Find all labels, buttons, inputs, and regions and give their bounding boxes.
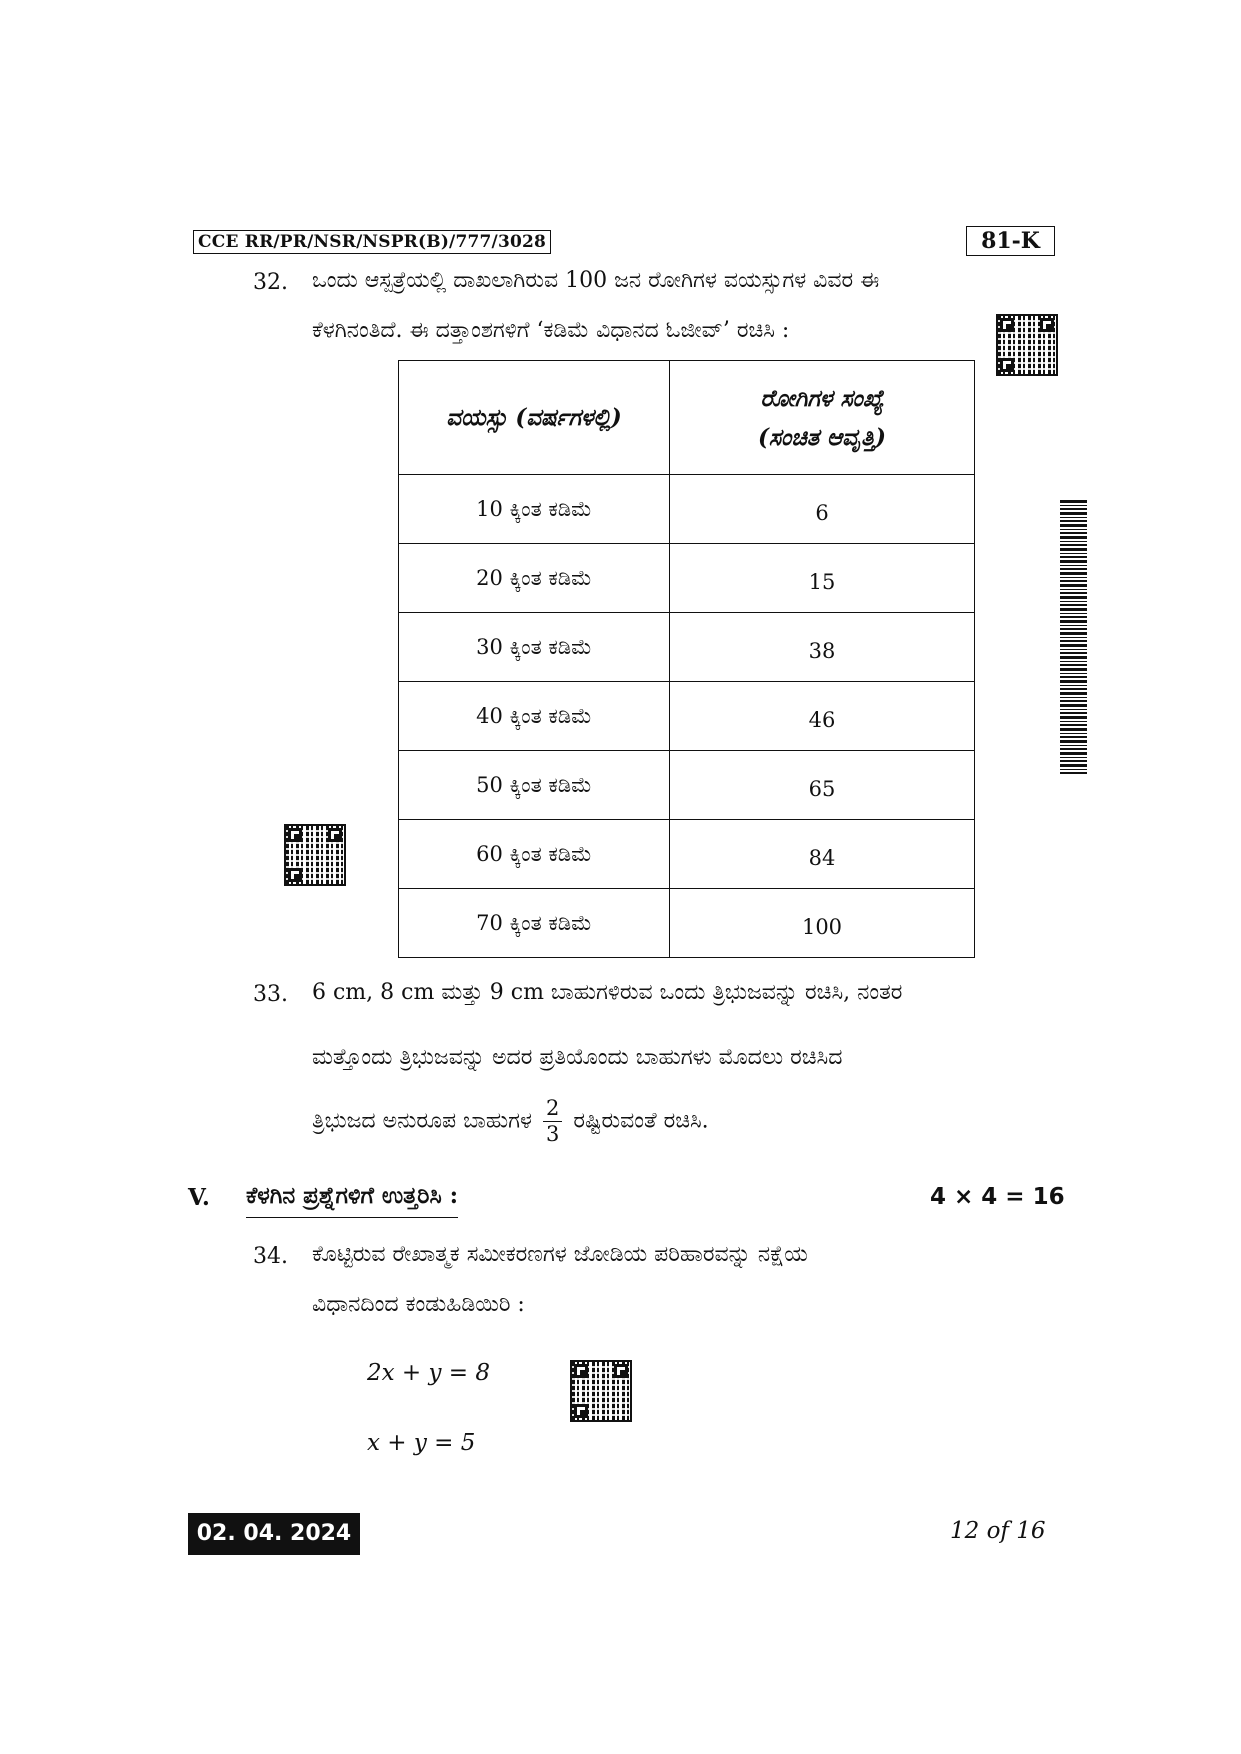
question-33-number: 33. <box>253 982 288 1007</box>
question-33-line-3-start: ತ್ರಿಭುಜದ ಅನುರೂಪ ಬಾಹುಗಳ <box>312 1108 532 1134</box>
count-cell: 46 <box>670 682 975 751</box>
patients-column-header <box>670 361 975 475</box>
age-cell: 50 ಕ್ಕಿಂತ ಕಡಿಮೆ <box>399 751 670 820</box>
patients-header-line-2: (ಸಂಚಿತ ಆವೃತ್ತಿ) <box>757 423 887 451</box>
question-33-line-2: ಮತ್ತೊಂದು ತ್ರಿಭುಜವನ್ನು ಅದರ ಪ್ರತಿಯೊಂದು ಬಾಹುಗಳು ಮೊದಲು ರಚಿಸಿದ <box>312 1045 843 1070</box>
patients-header-line-1: ರೋಗಿಗಳ ಸಂಖ್ಯೆ <box>760 384 884 412</box>
age-cell: 10 ಕ್ಕಿಂತ ಕಡಿಮೆ <box>399 475 670 544</box>
question-33-line-3 <box>312 1098 709 1145</box>
table-row <box>399 544 975 613</box>
qr-code-icon <box>996 314 1058 376</box>
question-33-line-3-end: ರಷ್ಟಿರುವಂತೆ ರಚಿಸಿ. <box>573 1108 709 1134</box>
table-row <box>399 475 975 544</box>
question-34-line-2: ವಿಧಾನದಿಂದ ಕಂಡುಹಿಡಿಯಿರಿ : <box>312 1292 525 1317</box>
question-33-line-1: 6 cm, 8 cm ಮತ್ತು 9 cm ಬಾಹುಗಳಿರುವ ಒಂದು ತ್ರಿಭುಜವನ್ನು ರಚಿಸಿ, ನಂತರ <box>312 980 903 1005</box>
age-cell: 30 ಕ್ಕಿಂತ ಕಡಿಮೆ <box>399 613 670 682</box>
equation-1: 2x + y = 8 <box>367 1360 491 1386</box>
exam-date: 02. 04. 2024 <box>188 1513 360 1555</box>
equation-2: x + y = 5 <box>367 1430 476 1456</box>
question-34-line-1: ಕೊಟ್ಟಿರುವ ರೇಖಾತ್ಮಕ ಸಮೀಕರಣಗಳ ಜೋಡಿಯ ಪರಿಹಾರವನ್ನು ನಕ್ಷೆಯ <box>312 1242 808 1267</box>
age-column-header: ವಯಸ್ಸು (ವರ್ಷಗಳಲ್ಲಿ) <box>399 361 670 475</box>
section-number: V. <box>188 1184 210 1211</box>
count-cell: 15 <box>670 544 975 613</box>
question-34-number: 34. <box>253 1244 288 1269</box>
age-cell: 60 ಕ್ಕಿಂತ ಕಡಿಮೆ <box>399 820 670 889</box>
question-paper-code: CCE RR/PR/NSR/NSPR(B)/777/3028 <box>193 230 551 254</box>
table-row <box>399 613 975 682</box>
table-row <box>399 682 975 751</box>
fraction-numerator: 2 <box>543 1098 562 1122</box>
age-cell: 40 ಕ್ಕಿಂತ ಕಡಿಮೆ <box>399 682 670 751</box>
question-32-number: 32. <box>253 270 288 295</box>
cumulative-frequency-table <box>398 360 975 958</box>
section-marks: 4 × 4 = 16 <box>930 1184 1065 1210</box>
count-cell: 65 <box>670 751 975 820</box>
section-title: ಕೆಳಗಿನ ಪ್ರಶ್ನೆಗಳಿಗೆ ಉತ್ತರಿಸಿ : <box>246 1182 458 1218</box>
table-row <box>399 820 975 889</box>
table-row <box>399 751 975 820</box>
barcode-icon <box>1060 498 1087 774</box>
question-32-line-1: ಒಂದು ಆಸ್ಪತ್ರೆಯಲ್ಲಿ ದಾಖಲಾಗಿರುವ 100 ಜನ ರೋಗಿಗಳ ವಯಸ್ಸುಗಳ ವಿವರ ಈ <box>312 268 880 293</box>
question-32-line-2: ಕೆಳಗಿನಂತಿದೆ. ಈ ದತ್ತಾಂಶಗಳಿಗೆ ‘ಕಡಿಮೆ ವಿಧಾನದ ಓಜೀವ್’ ರಚಿಸಿ : <box>312 318 790 343</box>
fraction-denominator: 3 <box>545 1122 560 1146</box>
fraction-two-thirds <box>543 1098 562 1145</box>
age-cell: 20 ಕ್ಕಿಂತ ಕಡಿಮೆ <box>399 544 670 613</box>
count-cell: 100 <box>670 889 975 958</box>
count-cell: 38 <box>670 613 975 682</box>
qr-code-icon <box>284 824 346 886</box>
table-row <box>399 889 975 958</box>
table-header-row <box>399 361 975 475</box>
count-cell: 6 <box>670 475 975 544</box>
paper-number-badge: 81-K <box>966 226 1055 256</box>
age-cell: 70 ಕ್ಕಿಂತ ಕಡಿಮೆ <box>399 889 670 958</box>
qr-code-icon <box>570 1360 632 1422</box>
page-number: 12 of 16 <box>950 1518 1046 1544</box>
count-cell: 84 <box>670 820 975 889</box>
